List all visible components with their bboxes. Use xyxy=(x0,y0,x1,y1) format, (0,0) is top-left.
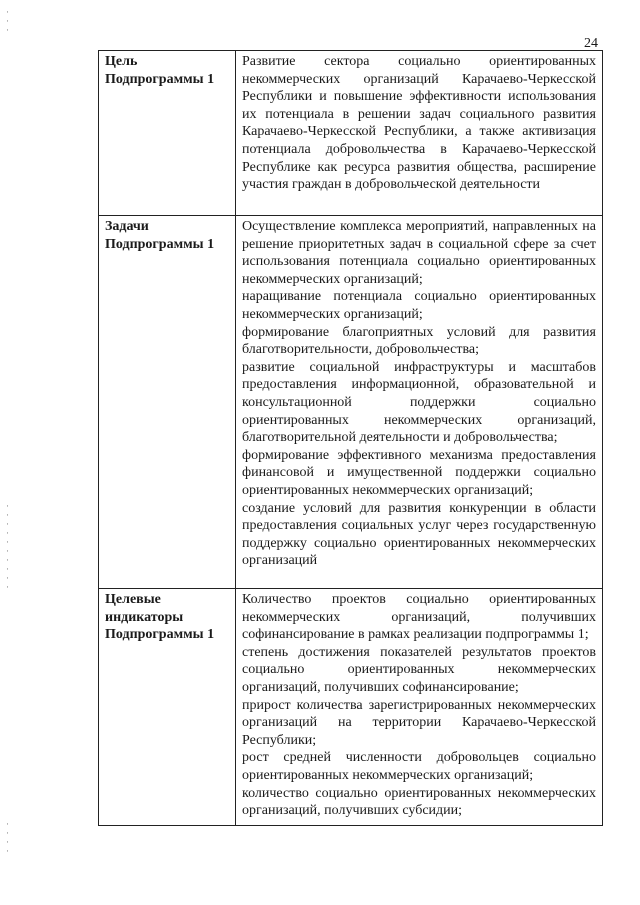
row-content-indicators xyxy=(236,589,603,826)
row-label-line: Подпрограммы 1 xyxy=(105,71,215,87)
indicator-paragraph: рост средней численности добровольцев социально ориентированных некоммерческих организаций; xyxy=(242,750,596,783)
goal-paragraph: Развитие сектора социально ориентированных некоммерческих организаций Карачаево-Черкесской Республики и повышение эффективности использования их потенциала в решении задач социального развития Карачаево-Черкесской Республики, а также активизация потенциала добровольчества в Карачаево-Черкесской Республике как ресурса развития общества, расширение участия граждан в добровольческой деятельности xyxy=(242,54,596,193)
margin-scan-marks: · · · xyxy=(6,7,9,35)
indicator-paragraph: степень достижения показателей результатов проектов социально ориентированных некоммерческих организаций, получивших софинансирование; xyxy=(242,644,596,695)
table-row-goal xyxy=(99,51,603,216)
indicator-paragraph: прирост количества зарегистрированных некоммерческих организаций на территории Карачаево-Черкесской Республики; xyxy=(242,697,596,748)
row-label-tasks xyxy=(99,216,236,589)
indicator-paragraph: Количество проектов социально ориентированных некоммерческих организаций, получивших софинансирование в рамках реализации подпрограммы 1; xyxy=(242,592,596,643)
row-label-line: Подпрограммы 1 xyxy=(105,627,215,643)
row-label-line: индикаторы xyxy=(105,609,184,625)
row-label-goal xyxy=(99,51,236,216)
margin-scan-marks: · · · · xyxy=(6,819,9,856)
row-content-goal xyxy=(236,51,603,216)
row-content-tasks xyxy=(236,216,603,589)
table-row-tasks xyxy=(99,216,603,589)
row-label-line: Целевые xyxy=(105,592,161,607)
table-row-indicators xyxy=(99,589,603,826)
task-paragraph: развитие социальной инфраструктуры и масштабов предоставления информационной, образовательной и консультационной поддержки социально ориентированных некоммерческих организаций, благотворительной деятельности и добровольчества; xyxy=(242,359,596,446)
row-label-line: Задачи xyxy=(105,219,149,234)
subprogram-passport-table xyxy=(98,50,603,826)
row-label-line: Подпрограммы 1 xyxy=(105,236,215,252)
margin-scan-marks: · · · · · · · · · · xyxy=(6,501,9,592)
task-paragraph: формирование благоприятных условий для развития благотворительности, добровольчества; xyxy=(242,324,596,358)
task-paragraph: создание условий для развития конкуренции в области предоставления социальных услуг через государственную поддержку социально ориентированных некоммерческих организаций xyxy=(242,500,596,569)
row-label-indicators xyxy=(99,589,236,826)
row-label-line: Цель xyxy=(105,54,138,69)
indicator-paragraph: количество социально ориентированных некоммерческих организаций, получивших субсидии; xyxy=(242,785,596,819)
page-number: 24 xyxy=(584,36,598,51)
task-paragraph: наращивание потенциала социально ориентированных некоммерческих организаций; xyxy=(242,289,596,322)
task-paragraph: Осуществление комплекса мероприятий, направленных на решение приоритетных задач в социальной сфере за счет использования потенциала социально ориентированных некоммерческих организаций; xyxy=(242,219,596,287)
task-paragraph: формирование эффективного механизма предоставления финансовой и имущественной поддержки социально ориентированных некоммерческих организаций; xyxy=(242,447,596,498)
